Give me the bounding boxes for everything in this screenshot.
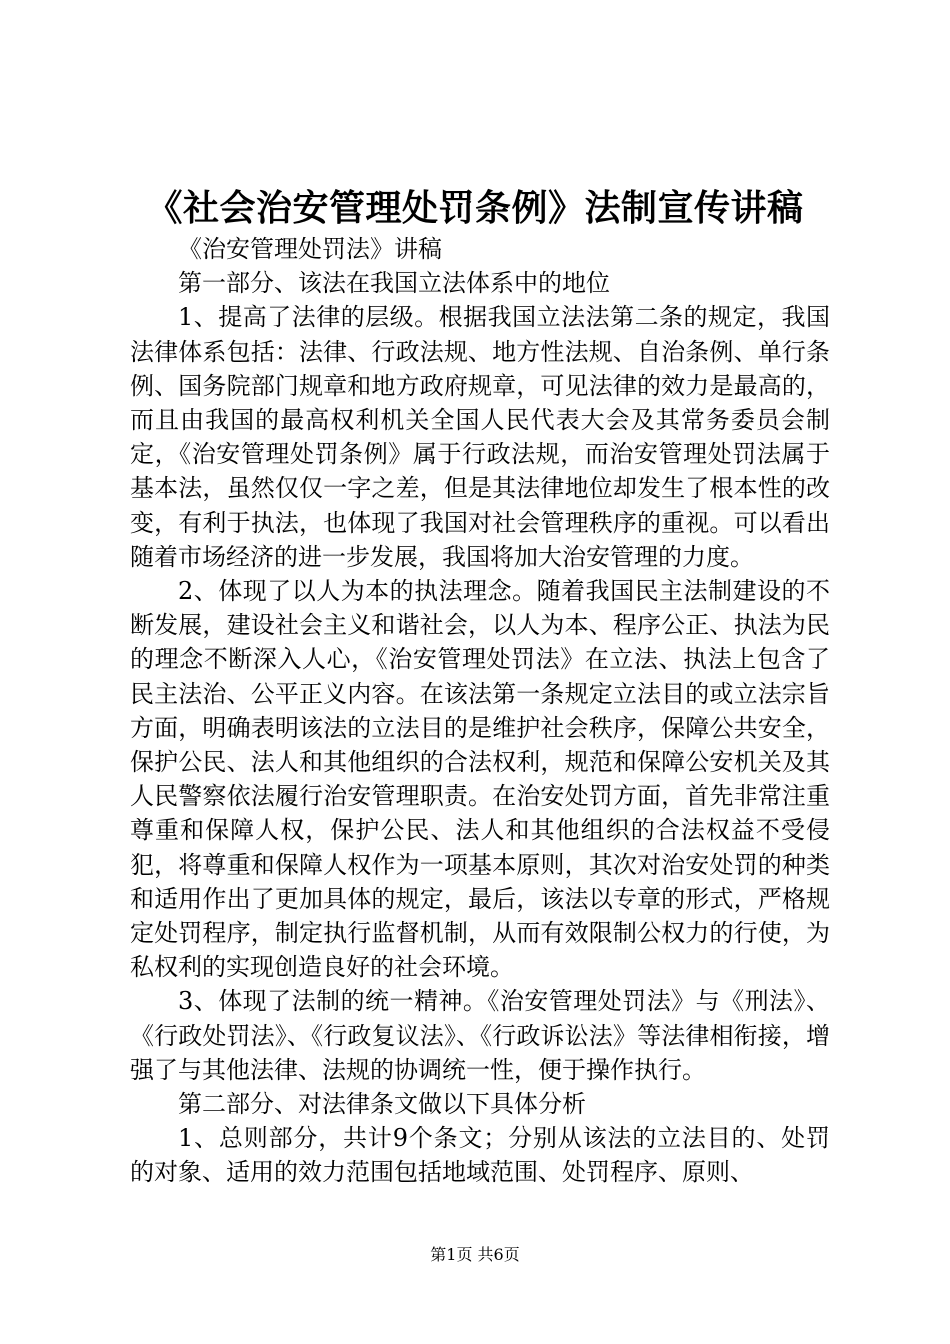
page-number-footer: 第1页 共6页 [430,1245,520,1264]
document-body [130,232,830,1190]
paragraph: 1、提高了法律的层级。根据我国立法法第二条的规定，我国法律体系包括：法律、行政法规、地方性法规、自治条例、单行条例、国务院部门规章和地方政府规章，可见法律的效力是最高的，而且由我国的最高权利机关全国人民代表大会及其常务委员会制定，《治安管理处罚条例》属于行政法规，而治安管理处罚法属于基本法，虽然仅仅一字之差，但是其法律地位却发生了根本性的改变，有利于执法，也体现了我国对社会管理秩序的重视。可以看出随着市场经济的进一步发展，我国将加大治安管理的力度。 [130,303,830,571]
paragraph-heading: 《治安管理处罚法》讲稿 [178,235,442,263]
paragraph: 2、体现了以人为本的执法理念。随着我国民主法制建设的不断发展，建设社会主义和谐社会，以人为本、程序公正、执法为民的理念不断深入人心，《治安管理处罚法》在立法、执法上包含了民主法治、公平正义内容。在该法第一条规定立法目的或立法宗旨方面，明确表明该法的立法目的是维护社会秩序，保障公共安全，保护公民、法人和其他组织的合法权利，规范和保障公安机关及其人民警察依法履行治安管理职责。在治安处罚方面，首先非常注重尊重和保障人权，保护公民、法人和其他组织的合法权益不受侵犯，将尊重和保障人权作为一项基本原则，其次对治安处罚的种类和适用作出了更加具体的规定，最后，该法以专章的形式，严格规定处罚程序，制定执行监督机制，从而有效限制公权力的行使，为私权利的实现创造良好的社会环境。 [130,577,830,982]
paragraph: 1、总则部分，共计9个条文；分别从该法的立法目的、处罚的对象、适用的效力范围包括地域范围、处罚程序、原则、 [130,1124,830,1187]
document-title: 《社会治安管理处罚条例》法制宣传讲稿 [146,187,804,229]
section-heading-part-one: 第一部分、该法在我国立法体系中的地位 [178,269,610,298]
section-heading-part-two: 第二部分、对法律条文做以下具体分析 [178,1090,586,1119]
paragraph: 3、体现了法制的统一精神。《治安管理处罚法》与《刑法》、《行政处罚法》、《行政复议法》、《行政诉讼法》等法律相衔接，增强了与其他法律、法规的协调统一性，便于操作执行。 [130,987,830,1084]
